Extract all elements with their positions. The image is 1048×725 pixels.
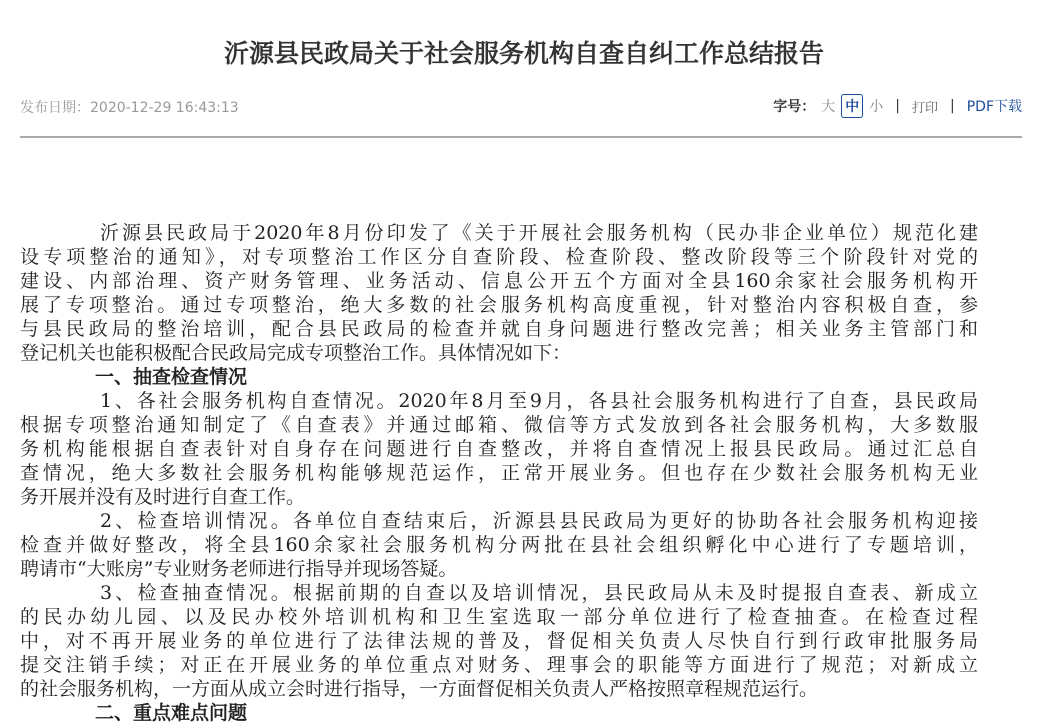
page-title: 沂源县民政局关于社会服务机构自查自纠工作总结报告: [223, 39, 824, 68]
text-line: 沂源县民政局于2020年8月份印发了《关于开展社会服务机构（民办非企业单位）规范化建: [100, 222, 978, 244]
text-line: 与县民政局的整治培训，配合县民政局的检查并就自身问题进行整改完善；相关业务主管部门和: [20, 318, 978, 340]
paragraph: [20, 221, 978, 365]
text-line: 务开展并没有及时进行自查工作。: [20, 486, 306, 508]
print-link[interactable]: 打印: [911, 100, 938, 116]
font-size-label: 字号：: [773, 99, 816, 115]
publish-date: 发布日期：2020-12-29 16:43:13: [20, 100, 239, 116]
text-line: 根据专项整治通知制定了《自查表》并通过邮箱、微信等方式发放到各社会服务机构，大多数服: [20, 414, 978, 436]
section-heading: 一、抽查检查情况: [95, 366, 248, 388]
font-size-small-button[interactable]: 小: [869, 99, 884, 115]
text-line: 中，对不再开展业务的单位进行了法律法规的普及，督促相关负责人尽快自行到行政审批服务局: [20, 630, 978, 652]
paragraph: [20, 389, 978, 509]
paragraph: [20, 509, 978, 581]
text-line: 的社会服务机构，一方面从成立会时进行指导，一方面督促相关负责人严格按照章程规范运行。: [20, 678, 819, 700]
text-line: 的民办幼儿园、以及民办校外培训机构和卫生室选取一部分单位进行了检查抽查。在检查过程: [20, 606, 978, 628]
text-line: 提交注销手续；对正在开展业务的单位重点对财务、理事会的职能等方面进行了规范；对新成立: [20, 654, 978, 676]
text-line: 务机构能根据自查表针对自身存在问题进行自查整改，并将自查情况上报县民政局。通过汇总自: [20, 438, 978, 460]
font-size-medium-button[interactable]: 中: [841, 94, 863, 118]
pdf-download-link[interactable]: PDF下载: [966, 99, 1022, 115]
text-line: 3、检查抽查情况。根据前期的自查以及培训情况，县民政局从未及时提报自查表、新成立: [100, 582, 978, 604]
text-line: 设专项整治的通知》，对专项整治工作区分自查阶段、检查阶段、整改阶段等三个阶段针对党的: [20, 246, 978, 268]
article-meta: [20, 94, 1022, 118]
article-body: [20, 221, 978, 725]
text-line: 1、各社会服务机构自查情况。2020年8月至9月，各县社会服务机构进行了自查，县民政局: [100, 390, 978, 412]
header-divider: [20, 136, 1022, 138]
text-line: 登记机关也能积极配合民政局完成专项整治工作。具体情况如下：: [20, 342, 572, 364]
text-line: 2、检查培训情况。各单位自查结束后，沂源县县民政局为更好的协助各社会服务机构迎接: [100, 510, 978, 532]
text-line: 聘请市“大账房”专业财务老师进行指导并现场答疑。: [20, 558, 458, 580]
divider: |: [950, 98, 955, 114]
article-tools: [773, 94, 1022, 118]
text-line: 建设、内部治理、资产财务管理、业务活动、信息公开五个方面对全县160余家社会服务机构开: [20, 270, 978, 292]
text-line: 检查并做好整改，将全县160余家社会服务机构分两批在县社会组织孵化中心进行了专题培训，: [20, 534, 978, 556]
section-heading: 二、重点难点问题: [95, 702, 248, 724]
font-size-large-button[interactable]: 大: [821, 99, 836, 115]
text-line: 展了专项整治。通过专项整治，绝大多数的社会服务机构高度重视，针对整治内容积极自查，参: [20, 294, 978, 316]
divider: |: [895, 98, 900, 114]
text-line: 查情况，绝大多数社会服务机构能够规范运作，正常开展业务。但也存在少数社会服务机构无业: [20, 462, 978, 484]
paragraph: [20, 581, 978, 701]
